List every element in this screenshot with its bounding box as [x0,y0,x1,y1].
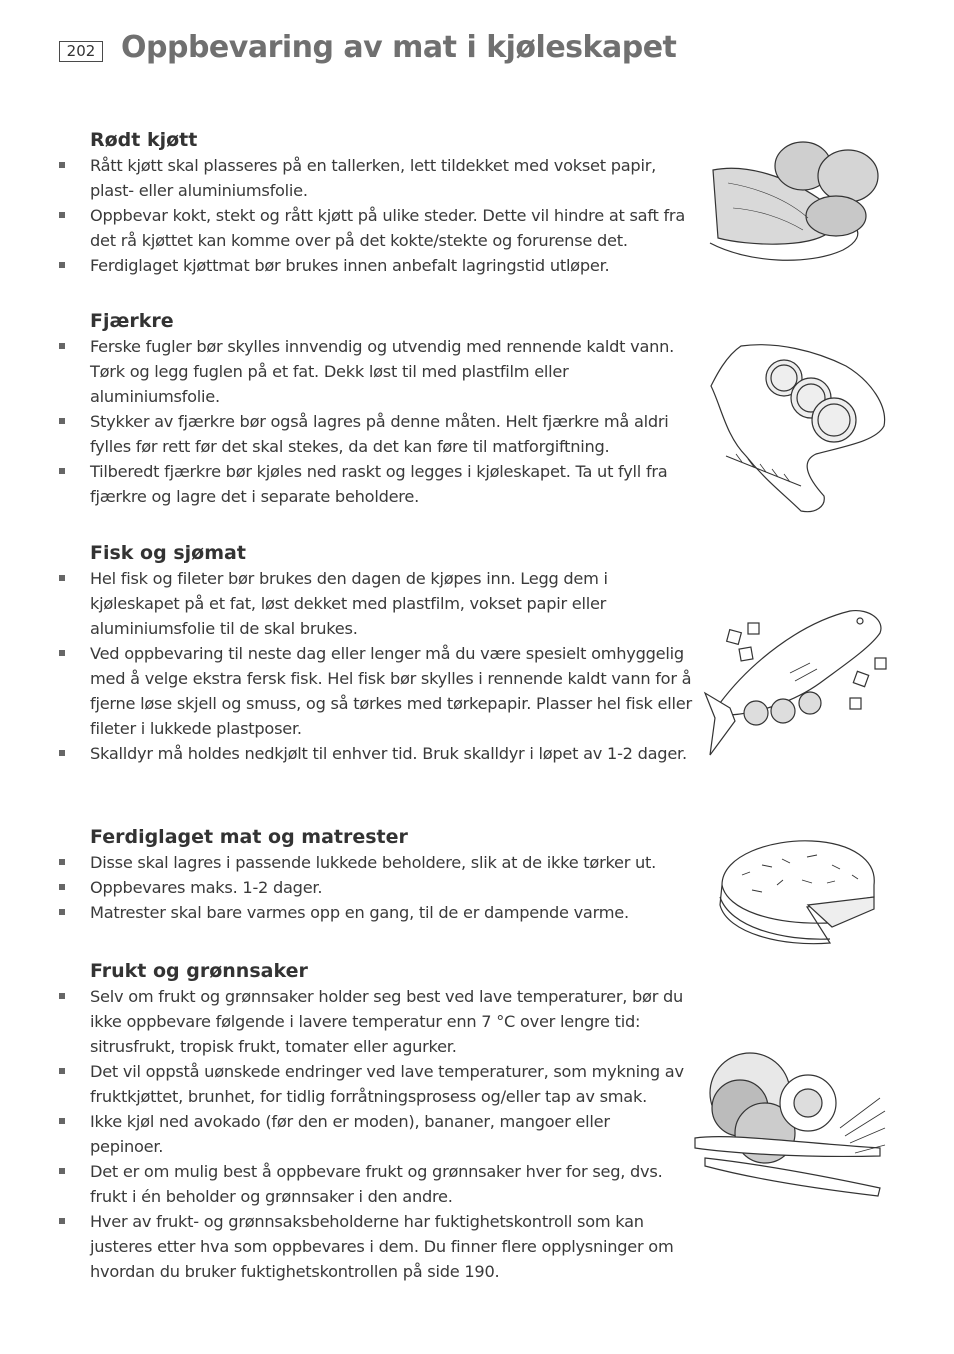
bullet-list [0,566,700,766]
bullet-icon [59,1068,65,1074]
pie-illustration [712,835,882,950]
section-leftovers [0,824,700,925]
list-item: Rått kjøtt skal plasseres på en tallerken, lett tildekket med vokset papir, plast- eller aluminiumsfolie. [90,153,700,203]
list-item: Disse skal lagres i passende lukkede beholdere, slik at de ikke tørker ut. [90,850,700,875]
list-item: Oppbevar kokt, stekt og rått kjøtt på ulike steder. Dette vil hindre at saft fra det rå kjøttet kan komme over på det kokte/stekte og forurense det. [90,203,700,253]
bullet-icon [59,884,65,890]
section-heading: Fisk og sjømat [90,542,246,564]
list-item: Tilberedt fjærkre bør kjøles ned raskt og legges i kjøleskapet. Ta ut fyll fra fjærkre og lagre det i separate beholdere. [90,459,700,509]
page-title: Oppbevaring av mat i kjøleskapet [121,30,677,65]
list-item: Ferske fugler bør skylles innvendig og utvendig med rennende kaldt vann. Tørk og legg fuglen på et fat. Dekk løst til med plastfilm eller aluminiumsfolie. [90,334,700,409]
bullet-list [0,334,700,509]
list-item: Det vil oppstå uønskede endringer ved lave temperaturer, som mykning av fruktkjøttet, brunhet, for tidlig forråtningsprosess og/eller tap av smak. [90,1059,700,1109]
list-item: Oppbevares maks. 1-2 dager. [90,875,700,900]
bullet-icon [59,162,65,168]
bullet-list [0,850,700,925]
vegetables-illustration [690,1048,890,1203]
bullet-icon [59,1168,65,1174]
section-fruit-vegetables [0,958,700,1284]
list-item: Det er om mulig best å oppbevare frukt og grønnsaker hver for seg, dvs. frukt i én beholder og grønnsaker i den andre. [90,1159,670,1209]
bullet-icon [59,212,65,218]
bullet-icon [59,418,65,424]
bullet-icon [59,468,65,474]
list-item: Hel fisk og fileter bør brukes den dagen de kjøpes inn. Legg dem i kjøleskapet på et fat, løst dekket med plastfilm, vokset papir eller aluminiumsfolie til de skal brukes. [90,566,700,641]
bullet-icon [59,1218,65,1224]
bullet-icon [59,343,65,349]
bullet-list [0,153,700,278]
bullet-icon [59,575,65,581]
list-item: Ved oppbevaring til neste dag eller lenger må du være spesielt omhyggelig med å velge ekstra fersk fisk. Hel fisk bør skylles i rennende kaldt vann for å fjerne løse skjell og smuss, og så tørkes med tørkepapir. Plasser hel fisk eller fileter i lukkede plastposer. [90,641,700,741]
bullet-icon [59,859,65,865]
section-heading: Rødt kjøtt [90,129,198,151]
section-heading: Ferdiglaget mat og matrester [90,826,408,848]
bullet-icon [59,993,65,999]
fish-illustration [700,603,890,758]
bullet-icon [59,909,65,915]
bullet-icon [59,262,65,268]
bullet-list [0,984,700,1284]
list-item: Hver av frukt- og grønnsaksbeholderne har fuktighetskontroll som kan justeres etter hva som oppbevares i dem. Du finner flere opplysninger om hvordan du bruker fuktighetskontrollen på side 190. [90,1209,700,1284]
list-item: Skalldyr må holdes nedkjølt til enhver tid. Bruk skalldyr i løpet av 1-2 dager. [90,741,700,766]
bullet-icon [59,1118,65,1124]
poultry-illustration [706,336,891,516]
section-heading: Fjærkre [90,310,174,332]
list-item: Ferdiglaget kjøttmat bør brukes innen anbefalt lagringstid utløper. [90,253,700,278]
section-red-meat [0,127,700,278]
meat-illustration [708,138,883,268]
list-item: Selv om frukt og grønnsaker holder seg best ved lave temperaturer, bør du ikke oppbevare følgende i lavere temperatur enn 7 °C over lengre tid: sitrusfrukt, tropisk frukt, tomater eller agurker. [90,984,700,1059]
list-item: Ikke kjøl ned avokado (før den er moden), bananer, mangoer eller pepinoer. [90,1109,610,1159]
bullet-icon [59,650,65,656]
section-poultry [0,308,700,509]
page-number: 202 [59,41,103,62]
section-heading: Frukt og grønnsaker [90,960,308,982]
list-item: Matrester skal bare varmes opp en gang, til de er dampende varme. [90,900,700,925]
bullet-icon [59,750,65,756]
section-fish-seafood [0,540,700,766]
list-item: Stykker av fjærkre bør også lagres på denne måten. Helt fjærkre må aldri fylles før rett før det skal stekes, da det kan føre til matforgiftning. [90,409,700,459]
